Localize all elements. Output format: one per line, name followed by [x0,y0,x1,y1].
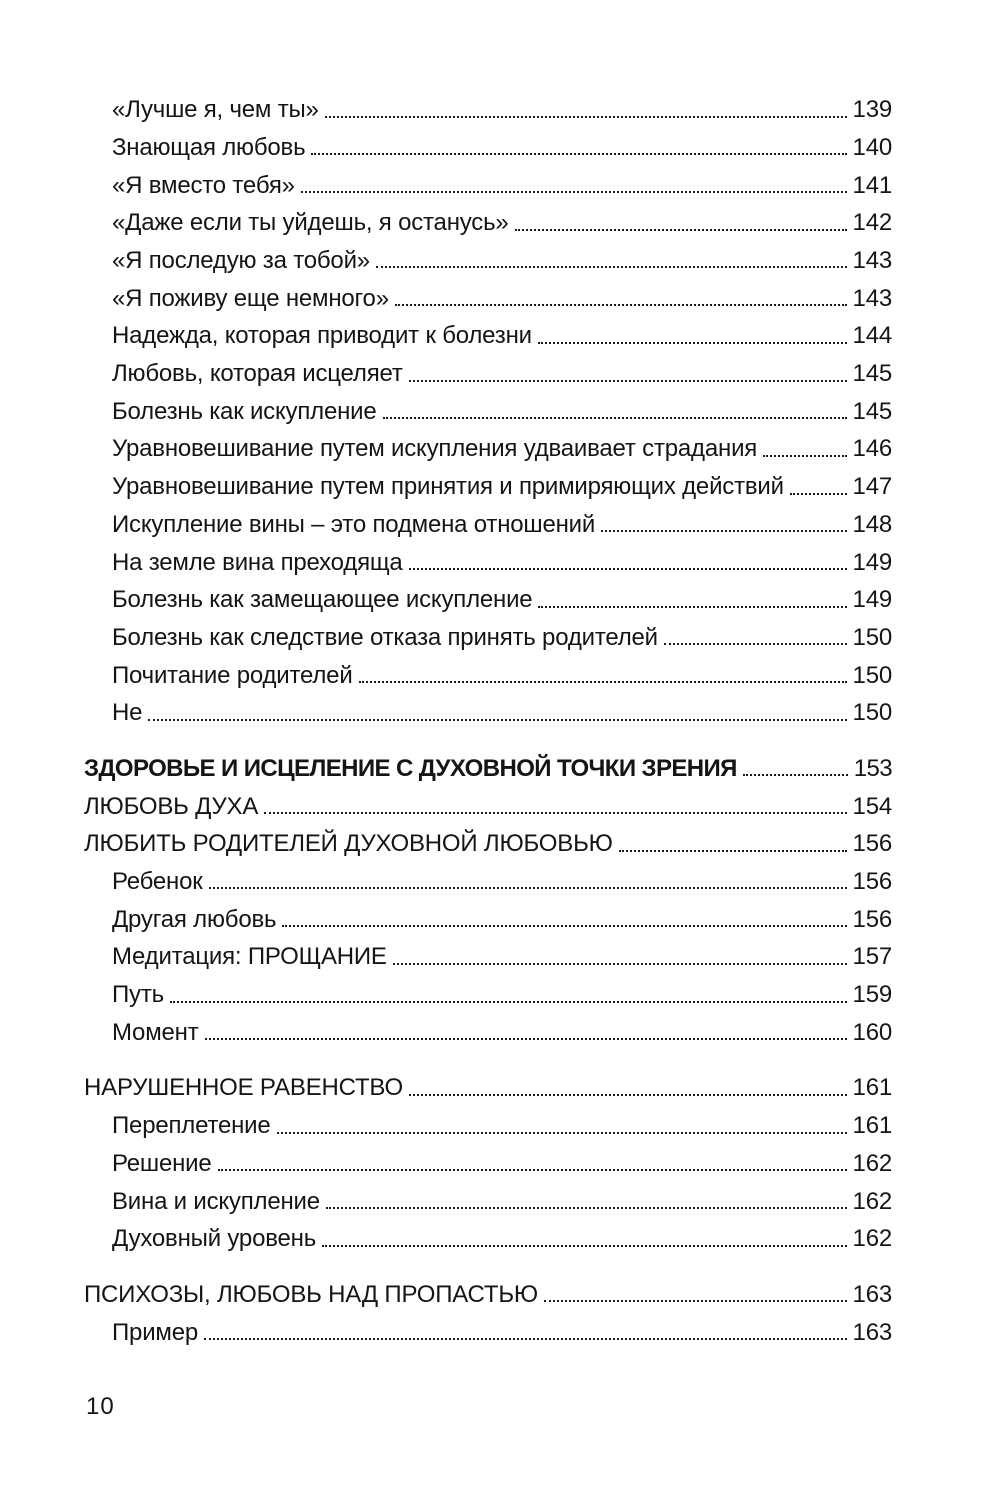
toc-section-heading [84,820,892,858]
toc-entry [84,538,892,576]
toc-entry-page: 148 [852,510,892,538]
toc-entry [84,1009,892,1047]
dot-leader [311,153,846,155]
toc-entry-page: 163 [852,1280,892,1308]
toc-entry-title: Ребенок [112,868,203,896]
toc-entry-page: 149 [852,548,892,576]
toc-entry [84,1177,892,1215]
toc-entry [84,1215,892,1253]
toc-entry [84,237,892,275]
toc-entry-title: Болезнь как искупление [112,397,377,425]
toc-entry-title: «Даже если ты уйдешь, я останусь» [112,209,509,237]
dot-leader [664,643,847,645]
toc-entry [84,1102,892,1140]
dot-leader [409,1094,847,1096]
toc-entry [84,161,892,199]
toc-entry [84,689,892,727]
toc-entry-title: «Я последую за тобой» [112,247,370,275]
toc-entry-title: Переплетение [112,1112,271,1140]
toc-entry-title: Надежда, которая приводит к болезни [112,322,532,350]
dot-leader [282,925,846,927]
toc-entry-page: 163 [852,1318,892,1346]
dot-leader [209,887,847,889]
toc-entry-page: 156 [852,868,892,896]
toc-entry [84,86,892,124]
toc-entry-title: Уравновешивание путем искупления удваивает страдания [112,435,758,463]
dot-leader [376,266,847,268]
dot-leader [601,530,846,532]
dot-leader [204,1338,847,1340]
toc-entry [84,576,892,614]
toc-section-heading [84,782,892,820]
toc-entry-page: 159 [852,981,892,1009]
toc-entry-page: 147 [852,473,892,501]
toc-entry-page: 162 [852,1149,892,1177]
toc-entry-title: Вина и искупление [112,1187,320,1215]
dot-leader [393,963,847,965]
toc-entry-title: На земле вина преходяща [112,548,403,576]
toc-entry-title: Пример [112,1318,198,1346]
dot-leader [326,1207,847,1209]
toc-entry-page: 150 [852,623,892,651]
toc-entry-title: НАРУШЕННОЕ РАВЕНСТВО [84,1074,403,1102]
toc-entry-title: Искупление вины – это подмена отношений [112,510,596,538]
toc-entry-title: Любовь, которая исцеляет [112,360,403,388]
dot-leader [170,1001,847,1003]
toc-entry-title: Болезнь как замещающее искупление [112,586,533,614]
toc-entry [84,463,892,501]
toc-entry [84,501,892,539]
toc-entry-page: 162 [852,1225,892,1253]
dot-leader [148,719,846,721]
dot-leader [538,606,846,608]
toc-entry-page: 161 [852,1074,892,1102]
toc-group-2 [84,745,892,1047]
dot-leader [409,380,847,382]
toc-entry-title: Уравновешивание путем принятия и примиряющих действий [112,473,784,501]
toc-entry [84,933,892,971]
toc-entry [84,312,892,350]
toc-entry-page: 145 [852,360,892,388]
toc-entry [84,124,892,162]
toc-entry-page: 154 [852,792,892,820]
toc-group-3 [84,1064,892,1252]
toc-entry [84,350,892,388]
toc-entry-title: «Я вместо тебя» [112,171,295,199]
toc-entry-title: ПСИХОЗЫ, ЛЮБОВЬ НАД ПРОПАСТЬЮ [84,1280,538,1308]
dot-leader [359,681,847,683]
toc-entry-page: 143 [852,284,892,312]
toc-entry [84,1140,892,1178]
dot-leader [325,116,847,118]
toc-entry-title: «Я поживу еще немного» [112,284,389,312]
dot-leader [743,774,848,776]
toc-entry-title: Медитация: ПРОЩАНИЕ [112,943,387,971]
toc-entry [84,388,892,426]
toc-entry-page: 162 [852,1187,892,1215]
toc-entry-page: 149 [852,586,892,614]
page-number: 10 [86,1393,115,1420]
toc-entry [84,895,892,933]
toc-section-heading [84,1064,892,1102]
dot-leader [763,455,846,457]
toc-entry-title: ЛЮБОВЬ ДУХА [84,792,259,820]
table-of-contents [84,86,892,1346]
toc-entry-page: 156 [852,905,892,933]
toc-entry-title: ЛЮБИТЬ РОДИТЕЛЕЙ ДУХОВНОЙ ЛЮБОВЬЮ [84,830,613,858]
toc-entry-title: Путь [112,981,164,1009]
toc-entry [84,199,892,237]
dot-leader [619,850,847,852]
toc-entry-page: 144 [852,322,892,350]
dot-leader [790,493,847,495]
toc-entry-title: «Лучше я, чем ты» [112,96,319,124]
toc-entry [84,614,892,652]
dot-leader [383,417,847,419]
toc-group-4 [84,1271,892,1346]
toc-entry-page: 150 [852,661,892,689]
dot-leader [515,229,847,231]
toc-entry-page: 156 [852,830,892,858]
dot-leader [218,1169,847,1171]
dot-leader [538,342,847,344]
toc-chapter-heading [84,745,892,783]
dot-leader [395,304,847,306]
toc-entry [84,858,892,896]
toc-entry-title: ЗДОРОВЬЕ И ИСЦЕЛЕНИЕ С ДУХОВНОЙ ТОЧКИ ЗРЕНИЯ [84,754,737,782]
toc-entry-page: 150 [852,699,892,727]
toc-entry-page: 140 [852,133,892,161]
toc-entry-page: 146 [852,435,892,463]
toc-entry-title: Духовный уровень [112,1225,316,1253]
toc-entry-page: 141 [852,171,892,199]
dot-leader [301,191,847,193]
dot-leader [277,1132,847,1134]
toc-entry-title: Другая любовь [112,905,277,933]
toc-entry [84,971,892,1009]
toc-entry-page: 157 [852,943,892,971]
dot-leader [544,1300,847,1302]
toc-entry [84,274,892,312]
toc-entry-title: Болезнь как следствие отказа принять родителей [112,623,658,651]
dot-leader [322,1245,847,1247]
toc-entry-page: 153 [853,754,892,782]
toc-entry-title: Почитание родителей [112,661,353,689]
toc-entry-title: Момент [112,1018,199,1046]
toc-entry-page: 142 [852,209,892,237]
toc-entry-page: 139 [852,96,892,124]
dot-leader [264,812,846,814]
toc-entry [84,651,892,689]
toc-entry-title: Решение [112,1149,212,1177]
toc-entry [84,1308,892,1346]
toc-entry-page: 143 [852,247,892,275]
toc-entry [84,425,892,463]
toc-entry-title: Знающая любовь [112,133,306,161]
toc-entry-page: 160 [852,1018,892,1046]
toc-entry-title: Не [112,699,143,727]
dot-leader [205,1038,847,1040]
toc-section-heading [84,1271,892,1309]
toc-entry-page: 161 [852,1112,892,1140]
toc-entry-page: 145 [852,397,892,425]
dot-leader [409,568,847,570]
toc-group-1 [84,86,892,727]
